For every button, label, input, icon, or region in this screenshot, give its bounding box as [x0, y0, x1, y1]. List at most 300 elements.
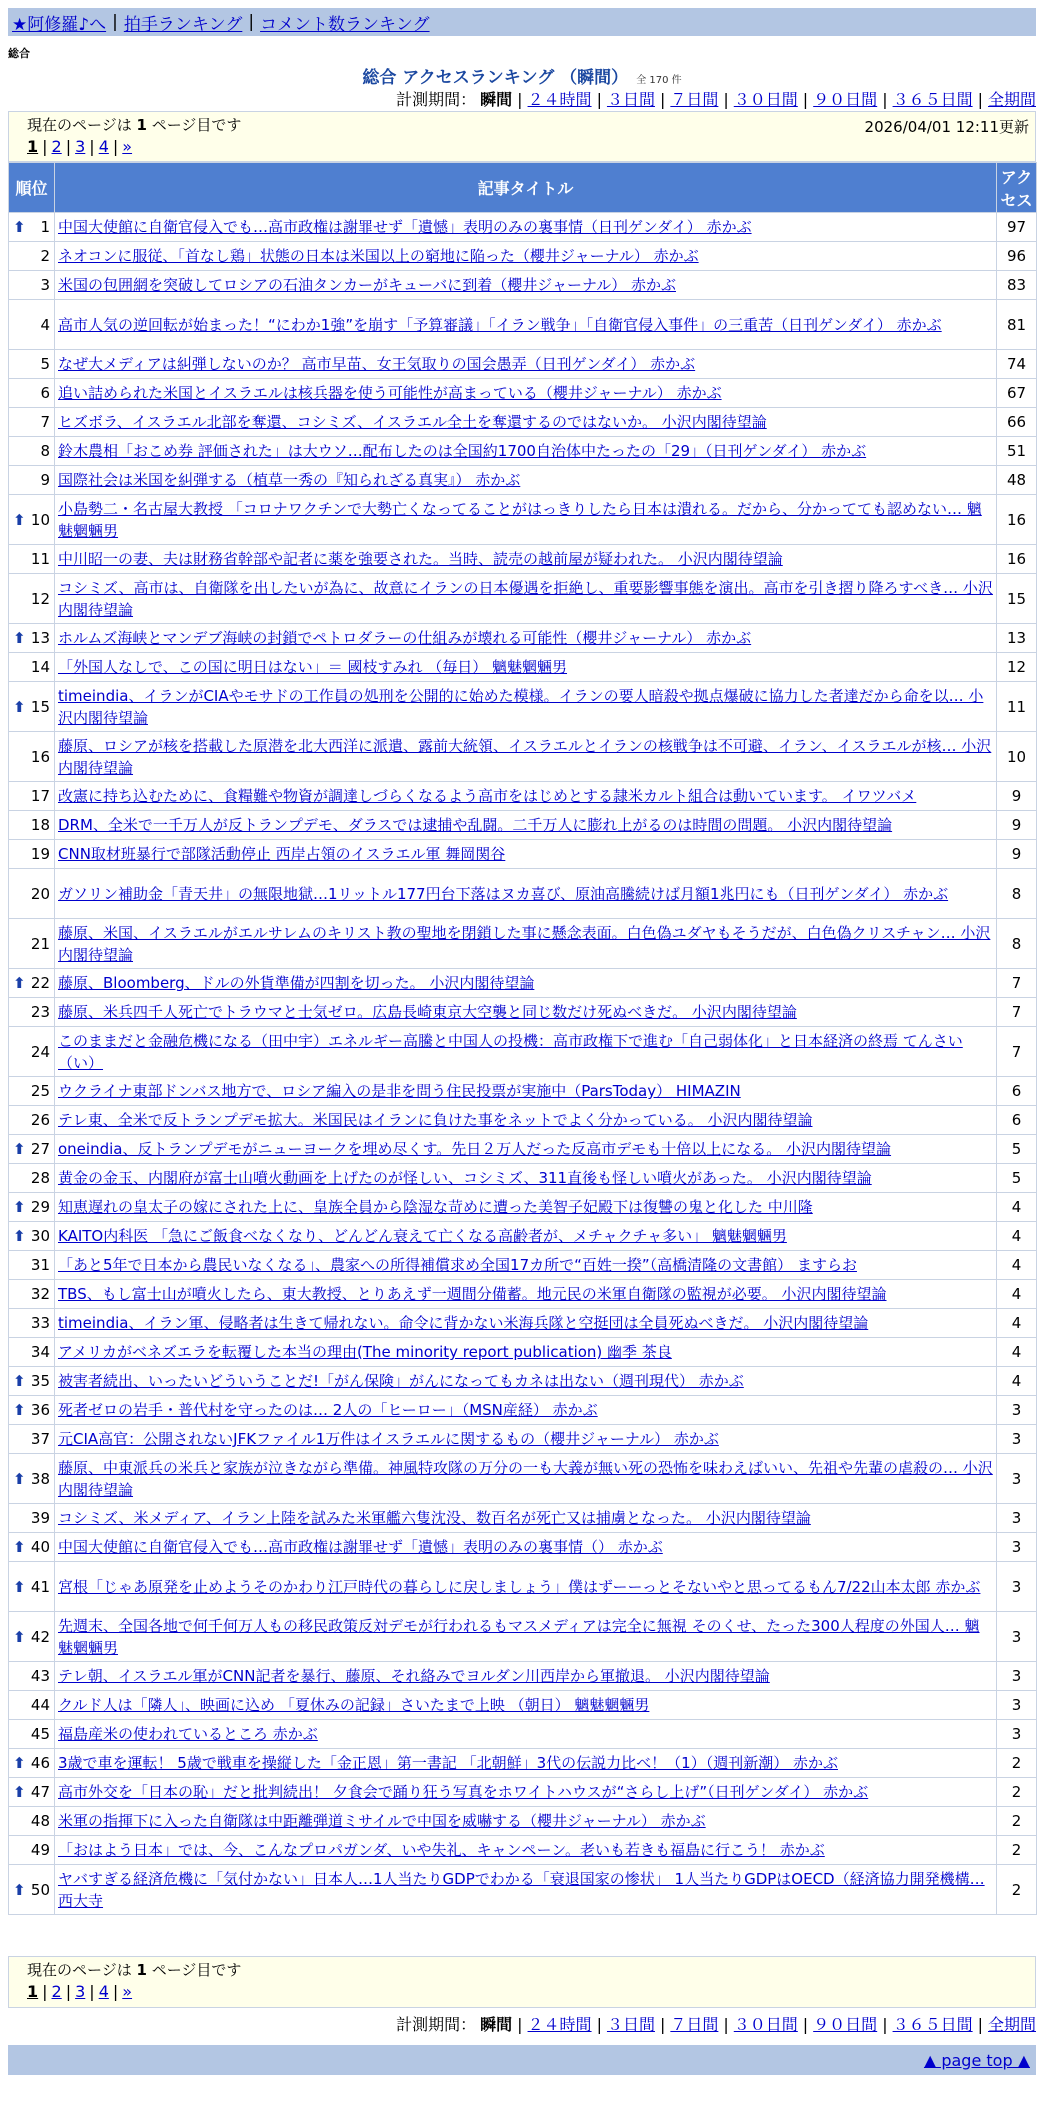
access-count: 9 — [997, 811, 1037, 840]
article-link[interactable]: 藤原、中東派兵の米兵と家族が泣きながら準備。神風特攻隊の万分の一も大義が無い死の恐怖を味わえばいい、先祖や先輩の虐殺の… 小沢内閣待望論 — [58, 1458, 993, 1499]
rank-cell — [9, 1280, 55, 1309]
period-separator: | — [596, 90, 602, 109]
rank-number: 22 — [30, 974, 50, 992]
rank-number: 32 — [30, 1285, 50, 1303]
table-row — [9, 1309, 1037, 1338]
period-separator: | — [659, 2015, 666, 2034]
page-top-link[interactable]: ▲ page top ▲ — [923, 2050, 1030, 2070]
rank-number: 13 — [30, 629, 50, 647]
access-count: 81 — [997, 300, 1037, 350]
access-count: 83 — [997, 271, 1037, 300]
access-count: 4 — [997, 1309, 1037, 1338]
article-link[interactable]: CNN取材班暴行で部隊活動停止 西岸占領のイスラエル軍 舞岡関谷 — [58, 845, 506, 863]
rank-number: 41 — [30, 1577, 50, 1596]
rank-cell — [9, 1222, 55, 1251]
title-cell — [55, 545, 997, 574]
rank-up-arrow-icon: ⬆ — [13, 1227, 26, 1245]
rank-up-arrow-icon: ⬆ — [13, 218, 26, 236]
article-link[interactable]: ウクライナ東部ドンバス地方で、ロシア編入の是非を問う住民投票が実施中（ParsToday） HIMAZIN — [58, 1082, 741, 1100]
rank-up-arrow-icon: ⬆ — [13, 1372, 26, 1390]
access-count: 6 — [997, 1106, 1037, 1135]
period-link[interactable]: ３日間 — [606, 90, 655, 109]
rank-number: 37 — [30, 1430, 50, 1448]
article-link[interactable]: TBS、もし富士山が噴火したら、東大教授、とりあえず一週間分備蓄。地元民の米軍自衛隊の監視が必要。 小沢内閣待望論 — [58, 1285, 887, 1303]
article-link[interactable]: コシミズ、高市は、自衛隊を出したいが為に、故意にイランの日本優遇を拒絶し、重要影響事態を演出。高市を引き摺り降ろすべき… 小沢内閣待望論 — [58, 578, 993, 619]
article-link[interactable]: 先週末、全国各地で何千何万人もの移民政策反対デモが行われるもマスメディアは完全に無視 そのくせ、たった300人程度の外国人… 魑魅魍魎男 — [58, 1616, 980, 1657]
title-cell — [55, 271, 997, 300]
rank-cell — [9, 1778, 55, 1807]
rank-cell — [9, 466, 55, 495]
rank-up-arrow-icon: ⬆ — [13, 510, 26, 529]
rank-up-arrow-icon: ⬆ — [13, 1469, 26, 1488]
article-link[interactable]: コシミズ、米メディア、イラン上陸を試みた米軍艦六隻沈没、数百名が死亡又は捕虜となった。 小沢内閣待望論 — [58, 1509, 811, 1527]
rank-cell — [9, 1720, 55, 1749]
rank-number: 1 — [40, 218, 50, 236]
next-page-link[interactable]: » — [122, 137, 133, 156]
rank-number: 35 — [30, 1372, 50, 1390]
access-count: 3 — [997, 1396, 1037, 1425]
article-link[interactable]: ヒズボラ、イスラエル北部を奪還、コシミズ、イスラエル全土を奪還するのではないか。 小沢内閣待望論 — [58, 413, 767, 431]
article-link[interactable]: 小島勢二・名古屋大教授 「コロナワクチンで大勢亡くなってることがはっきりしたら日本は潰れる。だから、分かってても認めない… 魑魅魍魎男 — [58, 499, 982, 540]
rank-cell — [9, 869, 55, 919]
rank-up-arrow-icon: ⬆ — [13, 1627, 26, 1646]
rank-cell — [9, 437, 55, 466]
article-link[interactable]: 鈴木農相「おこめ券 評価された」は大ウソ…配布したのは全国約1700自治体中たったの「29」（日刊ゲンダイ） 赤かぶ — [58, 442, 867, 460]
article-link[interactable]: 「外国人なしで、この国に明日はない」＝ 國枝すみれ （毎日） 魑魅魍魎男 — [58, 658, 568, 676]
article-link[interactable]: アメリカがベネズエラを転覆した本当の理由(The minority report publication) 幽季 茶良 — [58, 1343, 672, 1361]
rank-number: 5 — [40, 355, 50, 373]
access-count: 67 — [997, 379, 1037, 408]
title-cell — [55, 1367, 997, 1396]
rank-cell — [9, 1338, 55, 1367]
article-link[interactable]: 知恵遅れの皇太子の嫁にされた上に、皇族全員から陰湿な苛めに遭った美智子妃殿下は復讐の鬼と化した 中川隆 — [58, 1198, 813, 1216]
title-cell — [55, 1533, 997, 1562]
rank-number: 28 — [30, 1169, 50, 1187]
period-link[interactable]: ２４時間 — [527, 2015, 592, 2034]
access-count: 2 — [997, 1749, 1037, 1778]
article-link[interactable]: なぜ大メディアは糾弾しないのか？ 高市早苗、女王気取りの国会愚弄（日刊ゲンダイ） 赤かぶ — [58, 355, 696, 373]
article-link[interactable]: timeindia、イランがCIAやモサドの工作員の処刑を公開的に始めた模様。イランの要人暗殺や拠点爆破に協力した者達だから命を以… 小沢内閣待望論 — [58, 686, 984, 727]
rank-number: 11 — [30, 550, 50, 568]
period-link[interactable]: 全期間 — [987, 90, 1036, 109]
title-cell — [55, 1807, 997, 1836]
article-link[interactable]: oneindia、反トランプデモがニューヨークを埋め尽くす。先日２万人だった反高市デモも十倍以上になる。 小沢内閣待望論 — [58, 1140, 892, 1158]
rank-cell — [9, 1425, 55, 1454]
table-row — [9, 1720, 1037, 1749]
title-cell — [55, 682, 997, 732]
rank-cell — [9, 1691, 55, 1720]
table-row — [9, 1504, 1037, 1533]
rank-number: 14 — [30, 658, 50, 676]
table-row — [9, 1027, 1037, 1077]
access-count: 6 — [997, 1077, 1037, 1106]
title-cell — [55, 811, 997, 840]
article-link[interactable]: 追い詰められた米国とイスラエルは核兵器を使う可能性が高まっている（櫻井ジャーナル） 赤かぶ — [58, 384, 722, 402]
rank-cell — [9, 495, 55, 545]
article-link[interactable]: 改憲に持ち込むために、食糧難や物資が調達しづらくなるよう高市をはじめとする隷米カルト組合は動いています。 イワツバメ — [58, 787, 917, 805]
rank-cell — [9, 919, 55, 969]
article-link[interactable]: テレ朝、イスラエル軍がCNN記者を暴行、藤原、それ絡みでヨルダン川西岸から軍撤退。 小沢内閣待望論 — [58, 1667, 770, 1685]
access-count: 10 — [997, 732, 1037, 782]
rank-cell — [9, 1396, 55, 1425]
page-indicator: 現在のページは 1 ページ目です — [27, 1961, 242, 1979]
rank-up-arrow-icon: ⬆ — [13, 629, 26, 647]
article-link[interactable]: 米国の包囲網を突破してロシアの石油タンカーがキューバに到着（櫻井ジャーナル） 赤かぶ — [58, 276, 676, 294]
article-link[interactable]: 中川昭一の妻、夫は財務省幹部や記者に薬を強要された。当時、読売の越前屋が疑われた。 小沢内閣待望論 — [58, 550, 783, 568]
title-cell — [55, 1280, 997, 1309]
title-header: 記事タイトル — [55, 163, 997, 213]
access-count: 3 — [997, 1533, 1037, 1562]
title-cell — [55, 242, 997, 271]
rank-number: 12 — [30, 589, 50, 608]
period-label: 計測期間： — [396, 2015, 477, 2034]
period-link[interactable]: 全期間 — [987, 2015, 1036, 2034]
article-link[interactable]: 福島産米の使われているところ 赤かぶ — [58, 1725, 318, 1743]
rank-cell — [9, 969, 55, 998]
rank-number: 38 — [30, 1469, 50, 1488]
applause-ranking-link[interactable]: 拍手ランキング — [123, 14, 243, 35]
title-cell — [55, 732, 997, 782]
access-count: 16 — [997, 495, 1037, 545]
nav-separator: | — [112, 12, 118, 32]
access-count: 3 — [997, 1612, 1037, 1662]
rank-cell — [9, 379, 55, 408]
rank-number: 17 — [30, 787, 50, 805]
article-link[interactable]: ホルムズ海峡とマンデブ海峡の封鎖でペトロダラーの仕組みが壊れる可能性（櫻井ジャーナル） 赤かぶ — [58, 629, 752, 647]
rank-number: 34 — [30, 1343, 50, 1361]
title-cell — [55, 919, 997, 969]
title-cell — [55, 574, 997, 624]
comment-ranking-link[interactable]: コメント数ランキング — [260, 14, 430, 35]
access-count: 74 — [997, 350, 1037, 379]
rank-number: 27 — [30, 1140, 50, 1158]
table-row — [9, 1778, 1037, 1807]
article-link[interactable]: 中国大使館に自衛官侵入でも…高市政権は謝罪せず「遺憾」表明のみの裏事情（日刊ゲンダイ） 赤かぶ — [58, 218, 752, 236]
title-cell — [55, 466, 997, 495]
page-title — [0, 63, 1044, 88]
access-count: 7 — [997, 998, 1037, 1027]
title-cell — [55, 1164, 997, 1193]
article-link[interactable]: 高市人気の逆回転が始まった！“にわか1強”を崩す「予算審議」「イラン戦争」「自衛官侵入事件」の三重苦（日刊ゲンダイ） 赤かぶ — [58, 315, 942, 334]
rank-number: 29 — [30, 1198, 50, 1216]
rank-number: 30 — [30, 1227, 50, 1245]
bottom-bar — [8, 2045, 1036, 2075]
article-link[interactable]: 藤原、米兵四千人死亡でトラウマと士気ゼロ。広島長崎東京大空襲と同じ数だけ死ぬべきだ。 小沢内閣待望論 — [58, 1003, 797, 1021]
rank-cell — [9, 1807, 55, 1836]
rank-number: 3 — [40, 276, 50, 294]
table-row — [9, 300, 1037, 350]
rank-up-arrow-icon: ⬆ — [13, 1783, 26, 1801]
title-cell — [55, 1077, 997, 1106]
period-selector-top — [396, 87, 1036, 110]
access-header: アクセス — [997, 163, 1037, 213]
table-row — [9, 624, 1037, 653]
table-row — [9, 840, 1037, 869]
rank-cell — [9, 732, 55, 782]
access-count: 12 — [997, 653, 1037, 682]
page-link[interactable]: 4 — [98, 137, 109, 156]
period-separator: | — [723, 2015, 729, 2034]
rank-cell — [9, 840, 55, 869]
nav-separator: | — [248, 12, 255, 32]
total-count: 全 170 件 — [636, 75, 682, 86]
rank-number: 31 — [30, 1256, 50, 1274]
page-indicator: 現在のページは 1 ページ目です — [27, 116, 242, 134]
page-link[interactable]: 3 — [75, 137, 86, 156]
table-row — [9, 969, 1037, 998]
period-link[interactable]: ９０日間 — [813, 2015, 878, 2034]
rank-cell — [9, 782, 55, 811]
rank-number: 19 — [30, 845, 50, 863]
access-count: 4 — [997, 1193, 1037, 1222]
article-link[interactable]: ヤバすぎる経済危機に「気付かない」日本人…1人当たりGDPでわかる「衰退国家の惨状」 1人当たりGDPはOECD（経済協力開発機構… 西大寺 — [58, 1869, 985, 1910]
title-cell — [55, 1865, 997, 1915]
article-link[interactable]: このままだと金融危機になる（田中宇）エネルギー高騰と中国人の投機：高市政権下で進む「自己弱体化」と日本経済の終焉 てんさい（い） — [58, 1031, 963, 1072]
title-cell — [55, 1338, 997, 1367]
title-cell — [55, 300, 997, 350]
table-row — [9, 495, 1037, 545]
period-link[interactable]: ２４時間 — [527, 90, 592, 109]
rank-cell — [9, 213, 55, 242]
article-link[interactable]: 藤原、Bloomberg、ドルの外貨準備が四割を切った。 小沢内閣待望論 — [58, 974, 535, 992]
rank-number: 45 — [30, 1725, 50, 1743]
access-count: 4 — [997, 1222, 1037, 1251]
article-link[interactable]: テレ東、全米で反トランプデモ拡大。米国民はイランに負けた事をネットでよく分かっている。 小沢内閣待望論 — [58, 1111, 813, 1129]
period-separator: | — [517, 90, 523, 109]
rank-cell — [9, 1077, 55, 1106]
article-link[interactable]: 米軍の指揮下に入った自衛隊は中距離弾道ミサイルで中国を威嚇する（櫻井ジャーナル） 赤かぶ — [58, 1812, 706, 1830]
access-count: 4 — [997, 1280, 1037, 1309]
rank-cell — [9, 1309, 55, 1338]
article-link[interactable]: ガソリン補助金「青天井」の無限地獄…1リットル177円台下落はヌカ喜び、原油高騰続けば月額1兆円にも（日刊ゲンダイ） 赤かぶ — [58, 884, 949, 903]
next-page-link[interactable]: » — [122, 1982, 133, 2001]
title-cell — [55, 782, 997, 811]
period-separator: | — [977, 90, 983, 109]
rank-number: 33 — [30, 1314, 50, 1332]
page-info-bottom — [8, 1956, 1036, 2008]
rank-up-arrow-icon: ⬆ — [13, 974, 26, 992]
title-cell — [55, 213, 997, 242]
rank-number: 2 — [40, 247, 50, 265]
access-count: 66 — [997, 408, 1037, 437]
article-link[interactable]: 死者ゼロの岩手・普代村を守ったのは… 2人の「ヒーロー」（MSN産経） 赤かぶ — [58, 1401, 598, 1419]
rank-up-arrow-icon: ⬆ — [13, 1538, 26, 1556]
table-row — [9, 545, 1037, 574]
category-label: 総合 — [8, 47, 30, 60]
rank-cell — [9, 653, 55, 682]
page-link[interactable]: 2 — [51, 137, 62, 156]
access-count: 96 — [997, 242, 1037, 271]
article-link[interactable]: 元CIA高官：公開されないJFKファイル1万件はイスラエルに関するもの（櫻井ジャーナル） 赤かぶ — [58, 1430, 719, 1448]
table-row — [9, 1193, 1037, 1222]
rank-cell — [9, 1533, 55, 1562]
rank-cell — [9, 1106, 55, 1135]
access-count: 3 — [997, 1454, 1037, 1504]
title-cell — [55, 1778, 997, 1807]
table-row — [9, 1662, 1037, 1691]
table-row — [9, 1135, 1037, 1164]
page-separator: | — [42, 137, 48, 156]
title-cell — [55, 1135, 997, 1164]
period-link[interactable]: ９０日間 — [813, 90, 878, 109]
table-row — [9, 1749, 1037, 1778]
rank-up-arrow-icon: ⬆ — [13, 697, 26, 716]
table-row — [9, 271, 1037, 300]
table-row — [9, 869, 1037, 919]
period-link[interactable]: ３０日間 — [733, 2015, 798, 2034]
title-cell — [55, 1309, 997, 1338]
period-link[interactable]: ３０日間 — [733, 90, 798, 109]
access-count: 7 — [997, 1027, 1037, 1077]
rank-number: 46 — [30, 1754, 50, 1772]
article-link[interactable]: timeindia、イラン軍、侵略者は生きて帰れない。命令に背かない米海兵隊と空挺団は全員死ぬべきだ。 小沢内閣待望論 — [58, 1314, 869, 1332]
title-cell — [55, 1562, 997, 1612]
rank-cell — [9, 624, 55, 653]
access-count: 9 — [997, 782, 1037, 811]
rank-cell — [9, 545, 55, 574]
article-link[interactable]: 藤原、米国、イスラエルがエルサレムのキリスト教の聖地を閉鎖した事に懸念表面。白色偽ユダヤもそうだが、白色偽クリスチャン… 小沢内閣待望論 — [58, 923, 991, 964]
period-separator: | — [723, 90, 729, 109]
title-cell — [55, 969, 997, 998]
article-link[interactable]: 「あと5年で日本から農民いなくなる」、農家への所得補償求め全国17カ所で“百姓一揆”（高橋清隆の文書館） ますらお — [58, 1256, 857, 1274]
rank-number: 23 — [30, 1003, 50, 1021]
article-link[interactable]: DRM、全米で一千万人が反トランプデモ、ダラスでは逮捕や乱闘。二千万人に膨れ上がるのは時間の問題。 小沢内閣待望論 — [58, 816, 893, 834]
table-row — [9, 1222, 1037, 1251]
top-nav-bar — [8, 8, 1036, 36]
title-cell — [55, 1425, 997, 1454]
table-row — [9, 682, 1037, 732]
rank-number: 26 — [30, 1111, 50, 1129]
rank-cell — [9, 1504, 55, 1533]
title-cell — [55, 840, 997, 869]
rank-cell — [9, 271, 55, 300]
table-row — [9, 1562, 1037, 1612]
title-cell — [55, 495, 997, 545]
page-info-top — [8, 111, 1036, 162]
rank-number: 20 — [30, 884, 50, 903]
period-link[interactable]: ３６５日間 — [892, 2015, 973, 2034]
table-row — [9, 1612, 1037, 1662]
rank-up-arrow-icon: ⬆ — [13, 1754, 26, 1772]
period-label: 計測期間： — [396, 90, 477, 109]
access-count: 9 — [997, 840, 1037, 869]
table-row — [9, 653, 1037, 682]
rank-up-arrow-icon: ⬆ — [13, 1198, 26, 1216]
page-link[interactable]: 3 — [75, 1982, 86, 2001]
access-count: 13 — [997, 624, 1037, 653]
rank-cell — [9, 1662, 55, 1691]
rank-number: 21 — [30, 934, 50, 953]
table-row — [9, 1077, 1037, 1106]
article-link[interactable]: 藤原、ロシアが核を搭載した原潜を北大西洋に派遣、露前大統領、イスラエルとイランの核戦争は不可避、イラン、イスラエルが核… 小沢内閣待望論 — [58, 736, 992, 777]
table-row — [9, 1691, 1037, 1720]
access-count: 3 — [997, 1662, 1037, 1691]
page-link[interactable]: 4 — [98, 1982, 109, 2001]
article-link[interactable]: クルド人は「隣人」、映画に込め 「夏休みの記録」さいたまで上映 （朝日） 魑魅魍魎男 — [58, 1696, 650, 1714]
table-row — [9, 1533, 1037, 1562]
rank-number: 47 — [30, 1783, 50, 1801]
pagination-top — [27, 136, 1017, 158]
rank-cell — [9, 1612, 55, 1662]
article-link[interactable]: ネオコンに服従、「首なし鶏」状態の日本は米国以上の窮地に陥った（櫻井ジャーナル） 赤かぶ — [58, 247, 699, 265]
rank-up-arrow-icon: ⬆ — [13, 1577, 26, 1596]
period-link[interactable]: ７日間 — [670, 90, 719, 109]
table-row — [9, 1836, 1037, 1865]
article-link[interactable]: 被害者続出、いったいどういうことだ!「がん保険」がんになってもカネは出ない（週刊現代） 赤かぶ — [58, 1372, 744, 1390]
rank-header: 順位 — [9, 163, 55, 213]
title-cell — [55, 1612, 997, 1662]
rank-up-arrow-icon: ⬆ — [13, 1880, 26, 1899]
table-row — [9, 213, 1037, 242]
period-separator: | — [659, 90, 666, 109]
access-count: 51 — [997, 437, 1037, 466]
rank-cell — [9, 1562, 55, 1612]
rank-number: 18 — [30, 816, 50, 834]
article-link[interactable]: 高市外交を「日本の恥」だと批判続出！ 夕食会で踊り狂う写真をホワイトハウスが“さらし上げ”（日刊ゲンダイ） 赤かぶ — [58, 1783, 869, 1801]
rank-cell — [9, 1027, 55, 1077]
table-row — [9, 782, 1037, 811]
period-link[interactable]: ３日間 — [606, 2015, 655, 2034]
access-count: 8 — [997, 869, 1037, 919]
article-link[interactable]: 3歳で車を運転！ 5歳で戦車を操縦した「金正恩」第一書記 「北朝鮮」3代の伝説力比べ！（1）（週刊新潮） 赤かぶ — [58, 1754, 838, 1772]
period-link[interactable]: ３６５日間 — [892, 90, 973, 109]
rank-cell — [9, 1865, 55, 1915]
table-row — [9, 1251, 1037, 1280]
page-separator: | — [65, 137, 72, 156]
rank-number: 36 — [30, 1401, 50, 1419]
access-count: 3 — [997, 1504, 1037, 1533]
article-link[interactable]: 中国大使館に自衛官侵入でも…高市政権は謝罪せず「遺憾」表明のみの裏事情（） 赤かぶ — [58, 1538, 663, 1556]
access-count: 48 — [997, 466, 1037, 495]
updated-timestamp: 2026/04/01 12:11更新 — [864, 118, 1029, 136]
access-count: 97 — [997, 213, 1037, 242]
table-row — [9, 466, 1037, 495]
period-link[interactable]: ７日間 — [670, 2015, 719, 2034]
rank-number: 10 — [30, 510, 50, 529]
rank-number: 43 — [30, 1667, 50, 1685]
page-link[interactable]: 2 — [51, 1982, 62, 2001]
period-separator: | — [977, 2015, 983, 2034]
home-link[interactable]: ★阿修羅♪へ — [12, 14, 107, 35]
access-count: 4 — [997, 1338, 1037, 1367]
title-cell — [55, 1691, 997, 1720]
article-link[interactable]: KAITO内科医 「急にご飯食べなくなり、どんどん衰えて亡くなる高齢者が、メチャクチャ多い」 魑魅魍魎男 — [58, 1227, 787, 1245]
article-link[interactable]: 国際社会は米国を糾弾する（植草一秀の『知られざる真実』） 赤かぶ — [58, 471, 521, 489]
table-row — [9, 1425, 1037, 1454]
rank-number: 4 — [40, 315, 50, 334]
title-cell — [55, 1454, 997, 1504]
table-row — [9, 242, 1037, 271]
title-cell — [55, 1720, 997, 1749]
table-row — [9, 1865, 1037, 1915]
title-cell — [55, 1836, 997, 1865]
ranking-table — [8, 162, 1037, 1915]
rank-number: 49 — [30, 1841, 50, 1859]
access-count: 3 — [997, 1720, 1037, 1749]
article-link[interactable]: 黄金の金玉、内閣府が富士山噴火動画を上げたのが怪しい、コシミズ、311直後も怪しい噴火があった。 小沢内閣待望論 — [58, 1169, 872, 1187]
page-separator: | — [89, 137, 95, 156]
article-link[interactable]: 宮根「じゃあ原発を止めようそのかわり江戸時代の暮らしに戻しましょう」僕はずーーっとそないやと思ってるもん7/22山本太郎 赤かぶ — [58, 1577, 981, 1596]
article-link[interactable]: 「おはよう日本」では、今、こんなプロパガンダ、いや失礼、キャンペーン。老いも若きも福島に行こう！ 赤かぶ — [58, 1841, 825, 1859]
access-count: 3 — [997, 1691, 1037, 1720]
table-row — [9, 919, 1037, 969]
title-cell — [55, 350, 997, 379]
access-count: 15 — [997, 574, 1037, 624]
title-cell — [55, 1749, 997, 1778]
table-row — [9, 1164, 1037, 1193]
rank-number: 39 — [30, 1509, 50, 1527]
table-row — [9, 1454, 1037, 1504]
